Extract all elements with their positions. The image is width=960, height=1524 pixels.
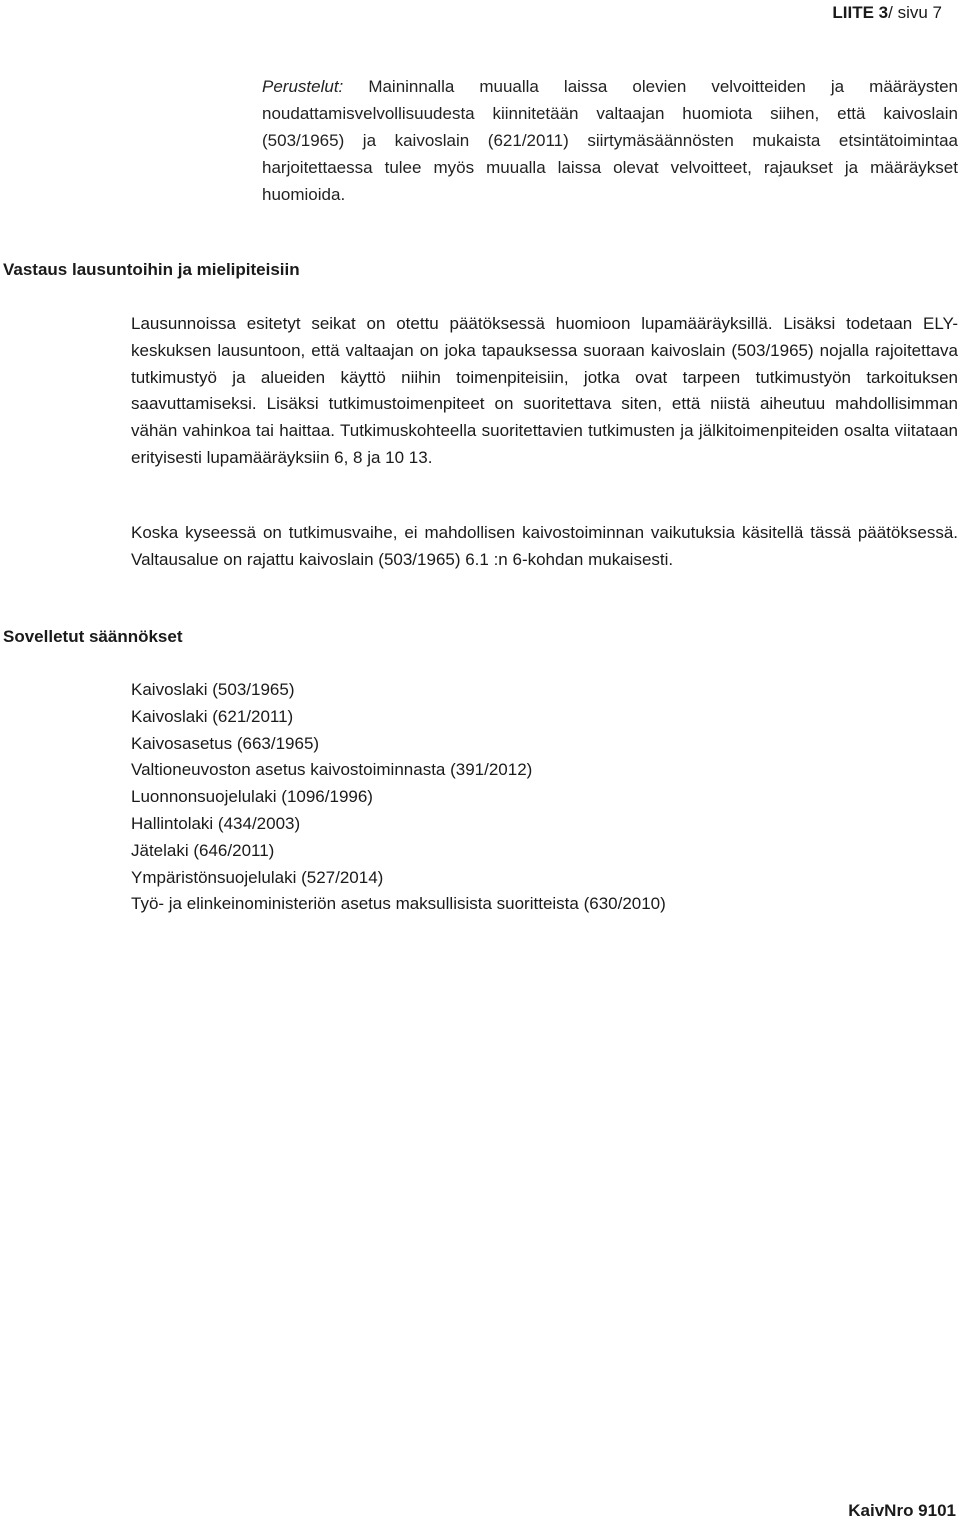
response-paragraph-1: Lausunnoissa esitetyt seikat on otettu päätöksessä huomioon lupamääräyksillä. Lisäksi todetaan ELY-keskuksen lausuntoon, että valtaajan on joka tapauksessa suoraan kaivoslain (503/1965) nojalla rajoitettava tutkimustyö ja alueiden käyttö niihin toimenpiteisiin, jotka ovat tarpeen tutkimustyön tarkoituksen saavuttamiseksi. Lisäksi tutkimustoimenpiteet on suoritettava siten, että niistä aiheutuu mahdollisimman vähän vahinkoa tai haittaa. Tutkimuskohteella suoritettavien tutkimusten ja jälkitoimenpiteiden osalta viitataan erityisesti lupamääräyksiin 6, 8 ja 10 13. [131,314,958,467]
justification-lead: Perustelut: [262,77,344,96]
list-item: Työ- ja elinkeinoministeriön asetus maksullisista suoritteista (630/2010) [131,894,666,914]
document-number: KaivNro 9101 [848,1501,956,1520]
list-item: Valtioneuvoston asetus kaivostoiminnasta (391/2012) [131,760,533,780]
list-item: Jätelaki (646/2011) [131,840,275,860]
list-item: Hallintolaki (434/2003) [131,813,301,833]
page-header [832,2,942,24]
justification-paragraph [262,73,958,208]
list-item: Kaivosasetus (663/1965) [131,733,320,753]
section-heading-response: Vastaus lausuntoihin ja mielipiteisiin [3,260,300,279]
attachment-label: LIITE 3 [832,3,889,22]
list-item: Ympäristönsuojelulaki (527/2014) [131,867,384,887]
list-item: Kaivoslaki (503/1965) [131,680,295,699]
page-number: / sivu 7 [888,3,942,22]
section-heading-applied-rules: Sovelletut säännökset [3,627,183,646]
list-item: Kaivoslaki (621/2011) [131,706,294,726]
justification-text: Maininnalla muualla laissa olevien velvoitteiden ja määräysten noudattamisvelvollisuudesta kiinnitetään valtaajan huomiota siihen, että kaivoslain (503/1965) ja kaivoslain (621/2011) siirtymäsäännösten mukaista etsintätoimintaa harjoitettaessa tulee myös muualla laissa olevat velvoitteet, rajaukset ja määräykset huomioida. [262,77,958,204]
applied-rules-list [131,677,666,918]
response-paragraph-2: Koska kyseessä on tutkimusvaihe, ei mahdollisen kaivostoiminnan vaikutuksia käsitellä tässä päätöksessä. Valtausalue on rajattu kaivoslain (503/1965) 6.1 :n 6-kohdan mukaisesti. [131,523,958,569]
list-item: Luonnonsuojelulaki (1096/1996) [131,787,373,807]
